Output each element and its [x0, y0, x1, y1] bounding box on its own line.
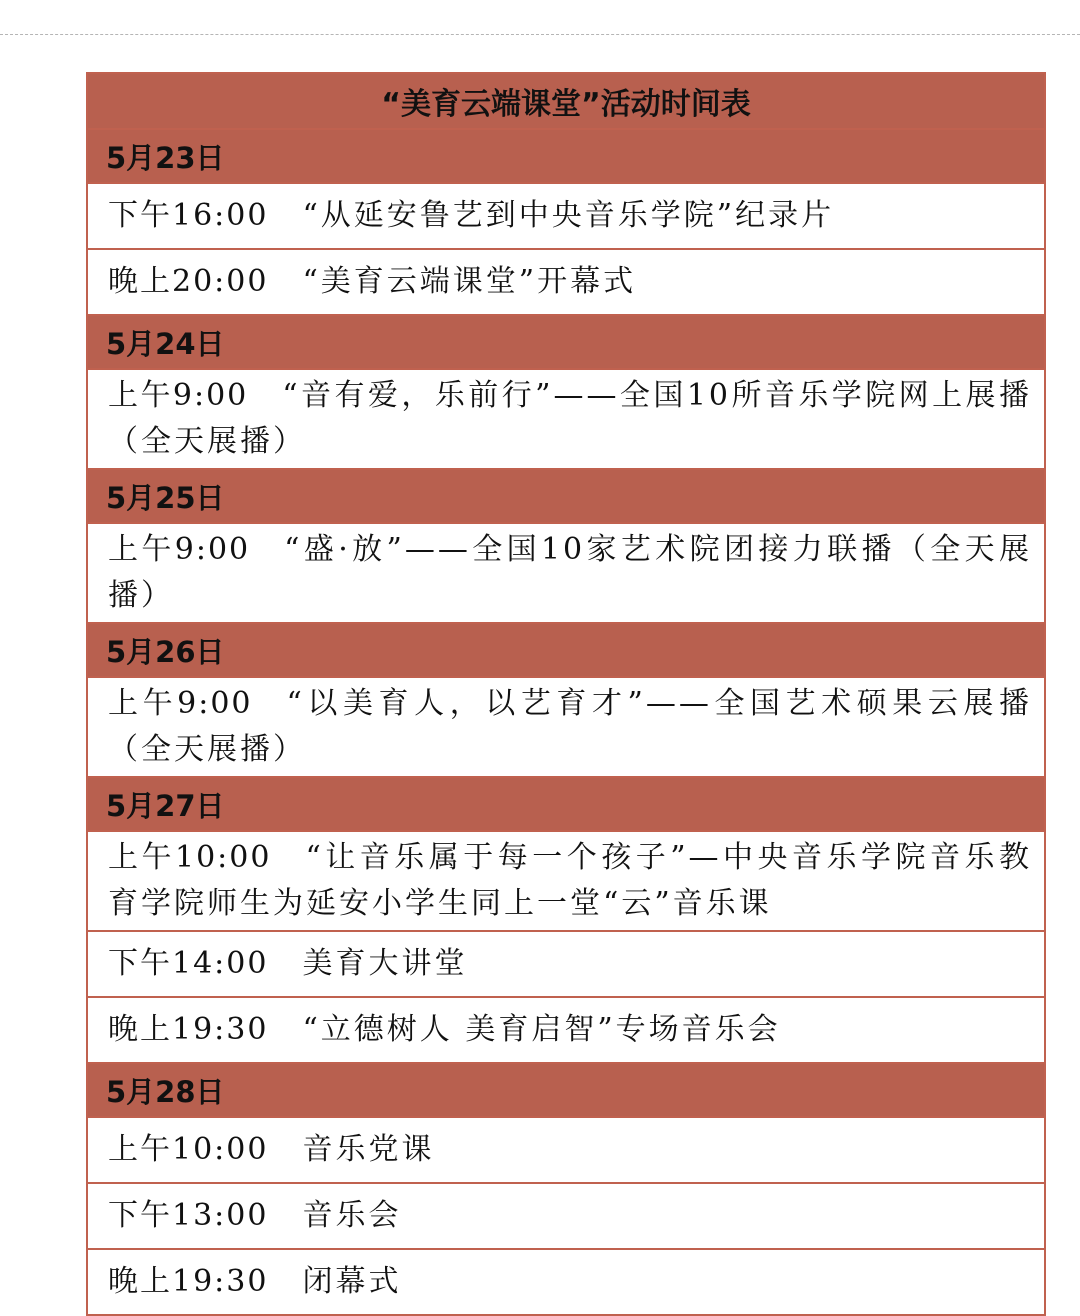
event-row	[88, 1184, 1044, 1250]
event-time: 上午10:00	[108, 1132, 269, 1167]
event-row	[88, 184, 1044, 250]
event-description: “立德树人 美育启智”专场音乐会	[302, 1012, 781, 1047]
date-row-may-24	[88, 316, 1044, 370]
event-description: “音有爱，乐前行”——全国10所音乐学院网上展播（全天展播）	[108, 378, 1032, 459]
date-label: 5月27日	[106, 788, 225, 823]
event-description: 音乐党课	[302, 1132, 435, 1167]
event-time: 晚上19:30	[108, 1264, 269, 1299]
event-row	[88, 678, 1044, 778]
event-time: 晚上19:30	[108, 1012, 269, 1047]
event-text	[108, 941, 1032, 987]
event-description: 美育大讲堂	[302, 946, 468, 981]
date-row-may-28	[88, 1064, 1044, 1118]
event-text	[108, 681, 1032, 773]
event-time: 上午9:00	[108, 378, 249, 413]
schedule-table	[86, 72, 1046, 1316]
date-label: 5月23日	[106, 140, 225, 175]
date-row-may-27	[88, 778, 1044, 832]
event-description: “美育云端课堂”开幕式	[302, 264, 637, 299]
event-text	[108, 259, 1032, 305]
event-description: “以美育人，以艺育才”——全国艺术硕果云展播（全天展播）	[108, 686, 1032, 767]
event-text	[108, 835, 1032, 927]
event-time: 上午10:00	[108, 840, 272, 875]
table-title-row	[88, 74, 1044, 130]
date-label: 5月24日	[106, 326, 225, 361]
event-row	[88, 524, 1044, 624]
event-time: 下午16:00	[108, 198, 269, 233]
event-description: 闭幕式	[302, 1264, 402, 1299]
date-row-may-23	[88, 130, 1044, 184]
date-row-may-26	[88, 624, 1044, 678]
date-label: 5月28日	[106, 1074, 225, 1109]
date-label: 5月25日	[106, 480, 225, 515]
date-row-may-25	[88, 470, 1044, 524]
event-description: “让音乐属于每一个孩子”—中央音乐学院音乐教育学院师生为延安小学生同上一堂“云”音乐课	[108, 840, 1032, 921]
event-description: “从延安鲁艺到中央音乐学院”纪录片	[302, 198, 835, 233]
event-time: 下午14:00	[108, 946, 269, 981]
event-text	[108, 373, 1032, 465]
event-time: 上午9:00	[108, 686, 253, 721]
event-row	[88, 998, 1044, 1064]
event-row	[88, 1118, 1044, 1184]
event-text	[108, 1193, 1032, 1239]
dashed-divider	[0, 34, 1080, 35]
date-label: 5月26日	[106, 634, 225, 669]
event-row	[88, 932, 1044, 998]
event-text	[108, 527, 1032, 619]
event-text	[108, 1259, 1032, 1305]
event-row	[88, 370, 1044, 470]
event-time: 上午9:00	[108, 532, 251, 567]
event-description: “盛·放”——全国10家艺术院团接力联播（全天展播）	[108, 532, 1032, 613]
event-time: 下午13:00	[108, 1198, 269, 1233]
event-text	[108, 193, 1032, 239]
event-text	[108, 1007, 1032, 1053]
event-text	[108, 1127, 1032, 1173]
event-row	[88, 832, 1044, 932]
event-description: 音乐会	[302, 1198, 402, 1233]
table-title: “美育云端课堂”活动时间表	[381, 87, 751, 122]
event-time: 晚上20:00	[108, 264, 269, 299]
event-row	[88, 250, 1044, 316]
